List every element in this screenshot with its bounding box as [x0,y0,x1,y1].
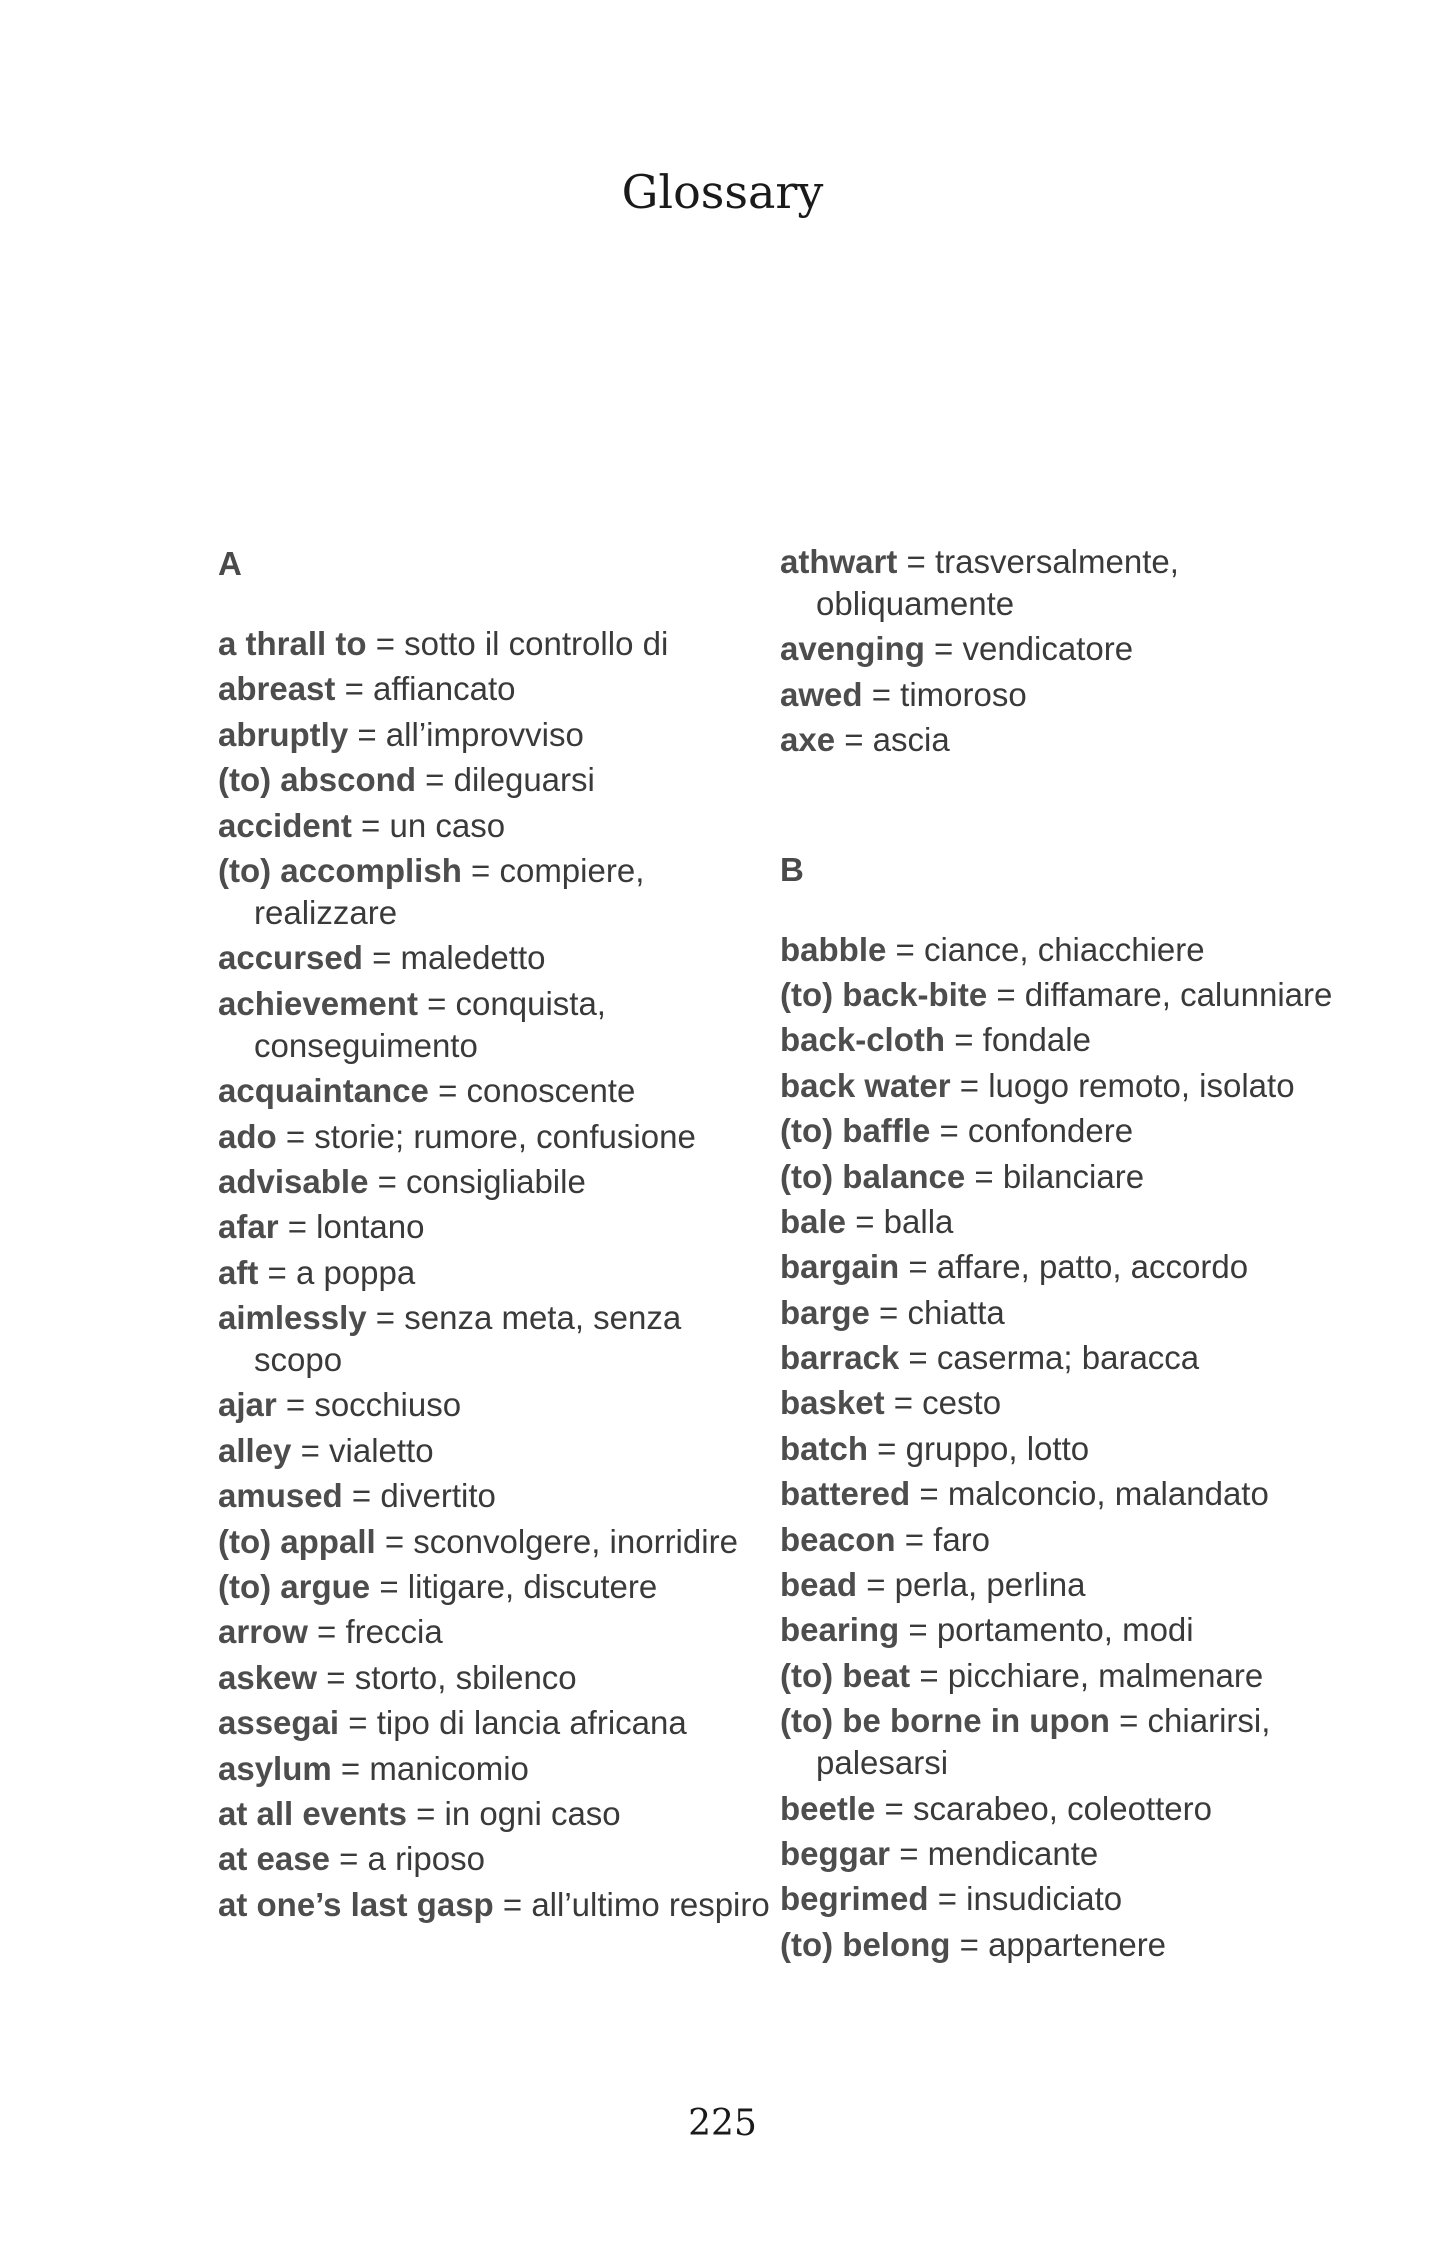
equals-separator: = [928,1880,967,1918]
glossary-entry [218,805,778,847]
letter-spacer [218,587,778,623]
glossary-entry [218,1793,778,1835]
glossary-definition: scarabeo, coleottero [912,1789,1212,1827]
glossary-definition: affiancato [373,670,516,708]
equals-separator: = [368,1162,407,1200]
glossary-entry [218,1838,778,1880]
glossary-entry [218,1657,778,1699]
glossary-term: aimlessly [218,1299,367,1337]
glossary-entry [780,1428,1340,1470]
glossary-entry [780,1292,1340,1334]
glossary-term: babble [780,930,887,968]
equals-separator: = [366,625,405,662]
glossary-entry [218,623,778,665]
equals-separator: = [868,1429,906,1467]
glossary-definition: conoscente [466,1072,636,1110]
glossary-entry [780,1564,1340,1606]
glossary-definition: cesto [922,1384,1002,1422]
glossary-entry [780,1246,1340,1288]
glossary-term: bargain [780,1248,900,1286]
glossary-definition: picchiare, malmenare [947,1656,1264,1694]
glossary-term: bearing [780,1611,900,1649]
glossary-entry [780,1519,1340,1561]
equals-separator: = [1109,1702,1148,1740]
equals-separator: = [276,1117,315,1155]
glossary-definition: confondere [967,1112,1134,1150]
glossary-term: askew [218,1658,318,1696]
equals-separator: = [278,1208,317,1246]
glossary-definition: freccia [345,1613,443,1651]
glossary-definition: diffamare, calunniare [1024,975,1333,1013]
letter-spacer [780,893,1340,929]
equals-separator: = [890,1834,928,1872]
glossary-entry [218,1475,778,1517]
glossary-term: barrack [780,1339,900,1377]
glossary-entry [218,1611,778,1653]
glossary-term: beetle [780,1789,876,1827]
equals-separator: = [987,975,1025,1013]
page-title: Glossary [621,165,824,219]
equals-separator: = [910,1656,948,1694]
glossary-definition: insudiciato [966,1880,1123,1918]
glossary-definition: ascia [872,721,950,759]
equals-separator: = [895,1520,934,1558]
glossary-definition: tipo di lancia africana [376,1704,687,1742]
glossary-definition: vendicatore [962,630,1134,668]
glossary-term: ado [218,1117,277,1155]
glossary-definition: vialetto [329,1431,434,1469]
glossary-entry [218,1161,778,1203]
glossary-term: (to) argue [218,1568,371,1606]
glossary-entry [218,1384,778,1426]
equals-separator: = [899,1248,937,1286]
glossary-term: advisable [218,1162,369,1200]
glossary-column-left [218,541,778,1929]
glossary-entry [780,1473,1340,1515]
equals-separator: = [276,1386,315,1424]
glossary-definition: a riposo [367,1840,485,1878]
glossary-definition: senza meta, senza scopo [254,1299,682,1379]
glossary-term: basket [780,1384,885,1422]
equals-separator: = [342,1477,381,1515]
glossary-definition: chiarirsi, palesarsi [816,1702,1271,1782]
glossary-entry [780,1833,1340,1875]
glossary-entry [218,1702,778,1744]
equals-separator: = [417,984,456,1022]
section-letter: A [218,545,242,582]
glossary-entry [218,1748,778,1790]
glossary-entry [218,850,778,934]
equals-separator: = [307,1613,346,1651]
page-number: 225 [688,2103,757,2144]
glossary-entry [780,1788,1340,1830]
glossary-entry [780,628,1340,670]
glossary-definition: all’improvviso [385,715,584,753]
glossary-entry [780,1382,1340,1424]
glossary-term: amused [218,1477,343,1515]
equals-separator: = [950,1066,989,1104]
glossary-definition: mendicante [927,1834,1099,1872]
equals-separator: = [331,1749,370,1787]
glossary-entry [218,1566,778,1608]
glossary-entry [780,1019,1340,1061]
glossary-term: avenging [780,630,925,668]
glossary-definition: malconcio, malandato [947,1475,1269,1513]
equals-separator: = [348,715,386,753]
glossary-definition: caserma; baracca [936,1339,1200,1377]
section-letter: B [780,850,804,888]
glossary-entry [218,668,778,710]
glossary-definition: portamento, modi [936,1611,1194,1649]
glossary-entry [780,1156,1340,1198]
glossary-definition: consigliabile [406,1162,586,1200]
glossary-definition: compiere, realizzare [254,851,645,931]
section-spacer [780,765,1340,847]
glossary-term: a thrall to [218,625,367,662]
glossary-entry [780,674,1340,716]
glossary-entry [218,983,778,1067]
glossary-entry [218,1884,778,1926]
glossary-term: (to) belong [780,1925,951,1963]
glossary-entry [780,1700,1340,1784]
glossary-definition: divertito [380,1477,496,1515]
glossary-term: axe [780,721,836,759]
equals-separator: = [875,1789,913,1827]
glossary-entry [780,541,1340,625]
glossary-term: back water [780,1066,951,1104]
glossary-term: bale [780,1202,847,1240]
glossary-column-right [780,541,1340,1969]
glossary-definition: ciance, chiacchiere [923,930,1205,968]
glossary-definition: maledetto [400,939,546,977]
glossary-term: barge [780,1293,870,1331]
glossary-term: assegai [218,1704,340,1742]
glossary-term: (to) be borne in upon [780,1702,1110,1740]
glossary-entry [780,1924,1340,1966]
glossary-term: abreast [218,670,336,708]
equals-separator: = [886,930,924,968]
glossary-term: afar [218,1208,279,1246]
glossary-entry [218,937,778,979]
glossary-definition: timoroso [900,675,1027,713]
equals-separator: = [910,1475,948,1513]
glossary-definition: lontano [316,1208,425,1246]
equals-separator: = [258,1253,296,1291]
glossary-term: at one’s last gasp [218,1885,494,1923]
glossary-term: abruptly [218,715,349,753]
glossary-term: (to) appall [218,1522,376,1560]
glossary-term: battered [780,1475,911,1513]
glossary-entry [218,1116,778,1158]
equals-separator: = [493,1885,532,1923]
glossary-term: at ease [218,1840,330,1878]
glossary-definition: trasversalmente, obliquamente [816,543,1179,622]
equals-separator: = [461,851,500,889]
equals-separator: = [366,1299,405,1337]
equals-separator: = [897,543,935,580]
glossary-definition: balla [883,1202,954,1240]
glossary-term: awed [780,675,863,713]
glossary-definition: chiatta [907,1293,1005,1331]
glossary-term: ajar [218,1386,277,1424]
glossary-entry [218,1070,778,1112]
glossary-entry [780,1655,1340,1697]
glossary-definition: un caso [389,806,506,844]
equals-separator: = [362,939,401,977]
equals-separator: = [406,1794,445,1832]
glossary-definition: all’ultimo respiro [531,1885,770,1923]
equals-separator: = [291,1431,330,1469]
glossary-term: accursed [218,939,363,977]
glossary-definition: gruppo, lotto [905,1429,1090,1467]
glossary-term: (to) beat [780,1656,911,1694]
equals-separator: = [884,1384,923,1422]
glossary-entry [780,929,1340,971]
glossary-term: bead [780,1566,858,1604]
glossary-term: alley [218,1431,292,1469]
glossary-term: (to) balance [780,1157,966,1195]
equals-separator: = [351,806,390,844]
glossary-entry [218,714,778,756]
glossary-entry [218,1252,778,1294]
glossary-definition: storie; rumore, confusione [314,1117,696,1155]
glossary-definition: conquista, conseguimento [254,984,606,1064]
equals-separator: = [370,1568,408,1606]
equals-separator: = [335,670,374,708]
equals-separator: = [924,630,963,668]
glossary-definition: litigare, discutere [407,1568,658,1606]
equals-separator: = [869,1293,908,1331]
equals-separator: = [317,1658,355,1696]
equals-separator: = [899,1339,937,1377]
equals-separator: = [862,675,901,713]
glossary-entry [780,1201,1340,1243]
glossary-term: athwart [780,543,898,580]
glossary-definition: storto, sbilenco [354,1658,577,1696]
glossary-entry [218,1430,778,1472]
glossary-definition: affare, patto, accordo [936,1248,1249,1286]
glossary-definition: a poppa [295,1253,416,1291]
equals-separator: = [899,1611,937,1649]
glossary-entry [780,1337,1340,1379]
glossary-definition: sotto il controllo di [404,625,669,662]
glossary-entry [780,1110,1340,1152]
glossary-definition: in ogni caso [444,1794,621,1832]
glossary-definition: perla, perlina [894,1566,1086,1604]
glossary-term: asylum [218,1749,332,1787]
glossary-entry [780,1065,1340,1107]
glossary-entry [218,1206,778,1248]
glossary-term: (to) abscond [218,761,416,799]
equals-separator: = [857,1566,895,1604]
glossary-term: (to) accomplish [218,851,462,889]
equals-separator: = [835,721,873,759]
equals-separator: = [428,1072,467,1110]
glossary-entry [780,1609,1340,1651]
glossary-term: begrimed [780,1880,929,1918]
glossary-entry [218,1297,778,1381]
equals-separator: = [930,1112,968,1150]
glossary-term: batch [780,1429,869,1467]
glossary-entry [780,974,1340,1016]
glossary-entry [780,1878,1340,1920]
equals-separator: = [375,1522,414,1560]
glossary-definition: dileguarsi [453,761,595,799]
glossary-term: achievement [218,984,418,1022]
equals-separator: = [945,1021,983,1059]
glossary-definition: fondale [982,1021,1091,1059]
glossary-entry [780,719,1340,761]
glossary-definition: faro [933,1520,991,1558]
equals-separator: = [339,1704,377,1742]
glossary-term: (to) back-bite [780,975,988,1013]
glossary-term: back-cloth [780,1021,946,1059]
glossary-term: accident [218,806,352,844]
equals-separator: = [329,1840,368,1878]
glossary-definition: manicomio [369,1749,529,1787]
equals-separator: = [965,1157,1003,1195]
glossary-definition: sconvolgere, inorridire [413,1522,738,1560]
glossary-term: beggar [780,1834,891,1872]
glossary-term: arrow [218,1613,308,1651]
equals-separator: = [415,761,454,799]
glossary-entry [218,759,778,801]
glossary-term: acquaintance [218,1072,429,1110]
glossary-term: aft [218,1253,259,1291]
glossary-definition: bilanciare [1002,1157,1145,1195]
glossary-definition: appartenere [988,1925,1167,1963]
glossary-term: at all events [218,1794,407,1832]
glossary-term: beacon [780,1520,896,1558]
glossary-definition: luogo remoto, isolato [988,1066,1295,1104]
glossary-term: (to) baffle [780,1112,931,1150]
glossary-definition: socchiuso [314,1386,462,1424]
glossary-entry [218,1521,778,1563]
equals-separator: = [846,1202,884,1240]
equals-separator: = [950,1925,989,1963]
